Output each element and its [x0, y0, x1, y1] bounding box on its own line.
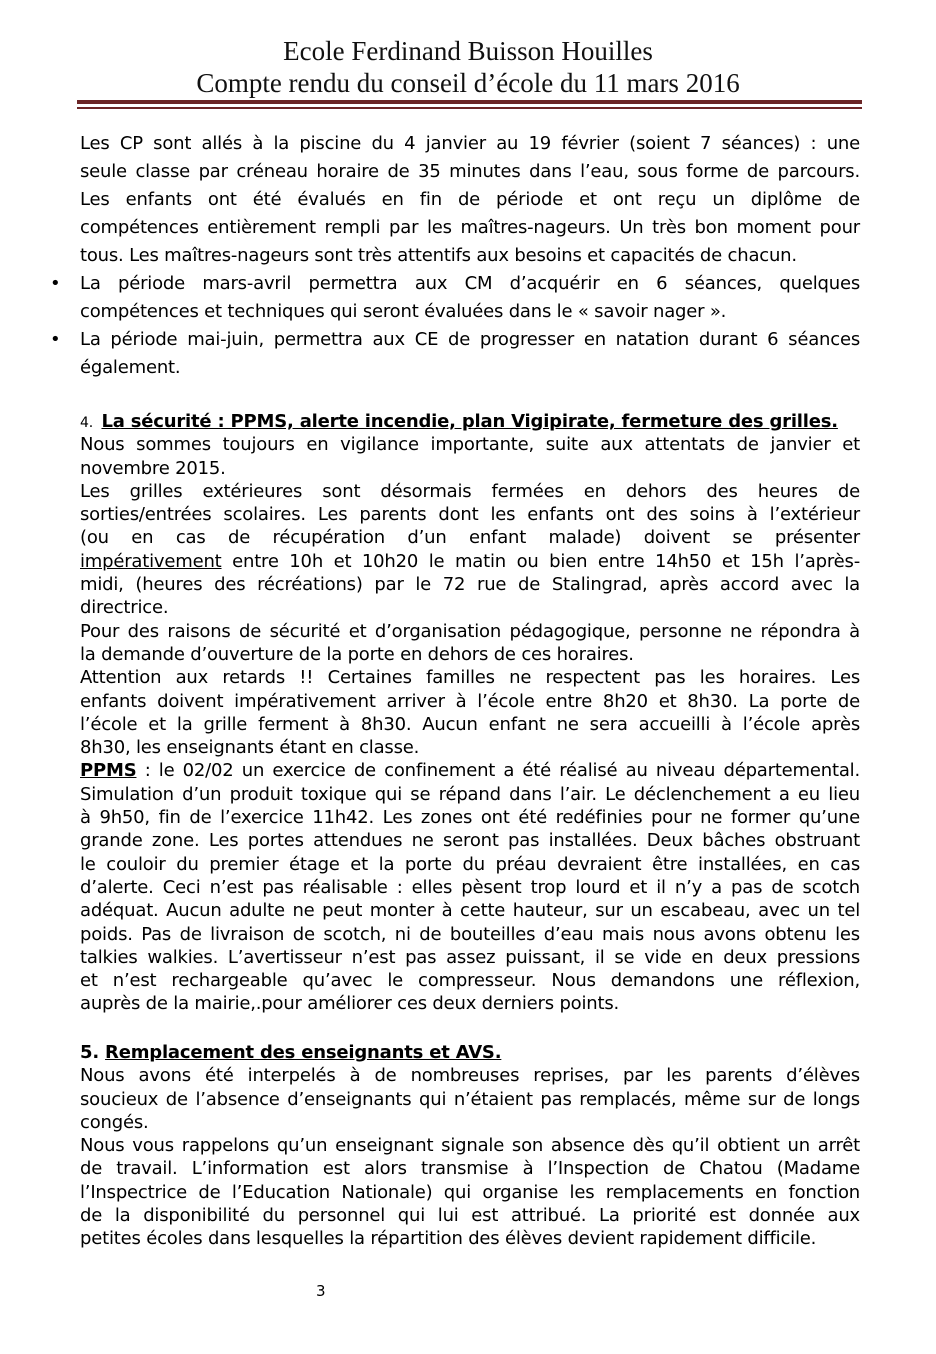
underlined-text: Remplacement des enseignants et AVS. [105, 1042, 502, 1063]
text-line: midi, (heures des récréations) par le 72 rue de Stalingrad, après accord avec la [80, 574, 860, 596]
bullet-icon: • [50, 329, 61, 350]
text-line: poids. Pas de livraison de scotch, ni de bouteilles d’eau mais nous avons obtenu les [80, 923, 860, 945]
text-span: la demande d’ouverture de la porte en dehors de ces horaires. [80, 643, 634, 665]
text-line: Les grilles extérieures sont désormais fermées en dehors des heures de [80, 480, 860, 502]
text-span: congés. [80, 1111, 149, 1133]
text-line: de travail. L’information est alors transmise à l’Inspection de Chatou (Madame [80, 1158, 860, 1180]
text-line [80, 550, 860, 573]
text-span: 5. [80, 1042, 106, 1063]
text-line: Nous sommes toujours en vigilance importante, suite aux attentats de janvier et [80, 434, 860, 456]
text-span: entre 10h et 10h20 le matin ou bien entre 14h50 et 15h l’après- [221, 550, 860, 572]
page-number: 3 [316, 1282, 326, 1300]
text-line: Attention aux retards !! Certaines familles ne respectent pas les horaires. Les [80, 667, 860, 689]
text-line: le couloir du premier étage et la porte du préau devraient être installées, en cas [80, 853, 860, 875]
text-line: Pour des raisons de sécurité et d’organisation pédagogique, personne ne répondra à [80, 620, 860, 642]
text-line: (ou en cas de récupération d’un enfant malade) doivent se présenter [80, 527, 860, 549]
text-line [80, 410, 860, 433]
text-span: tous. Les maîtres-nageurs sont très attentifs aux besoins et capacités de chacun. [80, 245, 797, 266]
text-line: Simulation d’un produit toxique qui se répand dans l’air. Le déclenchement a eu lieu [80, 783, 860, 805]
block-bullet-cm [50, 270, 860, 326]
text-line: et n’est rechargeable qu’avec le compresseur. Nous demandons une réflexion, [80, 970, 860, 992]
text-line [80, 759, 860, 782]
text-line: petites écoles dans lesquelles la répartition des élèves devient rapidement difficile. [80, 1228, 817, 1250]
text-span: 4. [80, 415, 102, 431]
text-line [80, 643, 860, 666]
text-line [80, 457, 860, 480]
block-intro [80, 130, 860, 270]
text-line [80, 298, 860, 326]
text-line: sorties/entrées scolaires. Les parents dont les enfants ont des soins à l’extérieur [80, 504, 860, 526]
underlined-text: impérativement [80, 550, 222, 572]
text-line: l’école et la grille ferment à 8h30. Aucun enfant ne sera accueilli à l’école après [80, 713, 860, 735]
text-line: La période mars-avril permettra aux CM d’acquérir en 6 séances, quelques [80, 273, 860, 294]
text-line: Les CP sont allés à la piscine du 4 janvier au 19 février (soient 7 séances) : une [80, 133, 860, 154]
text-line: enfants doivent impérativement arriver à l’école entre 8h20 et 8h30. La porte de [80, 690, 860, 712]
text-line [80, 736, 860, 759]
text-line: Nous vous rappelons qu’un enseignant signale son absence dès qu’il obtient un arrêt [80, 1135, 860, 1157]
text-line: adéquat. Aucun adulte ne peut monter à cette hauteur, sur un escabeau, avec un tel [80, 900, 860, 922]
text-line: Nous avons été interpelés à de nombreuses reprises, par les parents d’élèves [80, 1065, 860, 1087]
text-line: talkies walkies. L’avertisseur n’est pas assez puissant, il se vide en deux pressions [80, 946, 860, 968]
text-line: La période mai-juin, permettra aux CE de progresser en natation durant 6 séances [80, 329, 860, 350]
text-line [80, 596, 860, 619]
underlined-text: PPMS [80, 760, 137, 782]
text-span: également. [80, 357, 181, 378]
text-span: compétences et techniques qui seront évaluées dans le « savoir nager ». [80, 301, 727, 322]
block-section-5 [80, 1041, 860, 1251]
header-rule-thin [77, 107, 862, 109]
text-line: seule classe par créneau horaire de 35 minutes dans l’eau, sous forme de parcours. [80, 161, 860, 182]
document-title: Ecole Ferdinand Buisson Houilles [283, 36, 653, 66]
text-line: Les enfants ont été évalués en fin de période et ont reçu un diplôme de [80, 189, 860, 210]
text-line: grande zone. Les portes attendues ne seront pas installées. Deux bâches obstruant [80, 830, 860, 852]
text-span: : le 02/02 un exercice de confinement a été réalisé au niveau départemental. [136, 760, 860, 782]
text-line: soucieux de l’absence d’enseignants qui n’étaient pas remplacés, même sur de longs [80, 1088, 860, 1110]
text-line [80, 1041, 860, 1064]
text-line: de la disponibilité du personnel qui lui est attribué. La priorité est donnée aux [80, 1205, 860, 1227]
text-line [80, 242, 860, 270]
text-line: l’Inspectrice de l’Education Nationale) qui organise les remplacements en fonction [80, 1181, 860, 1203]
text-span: directrice. [80, 597, 169, 619]
text-line [80, 354, 860, 382]
text-line [80, 1111, 860, 1134]
text-span: 8h30, les enseignants étant en classe. [80, 737, 420, 759]
text-line: à 9h50, fin de l’exercice 11h42. Les zones ont été redéfinies pour ne former qu’une [80, 807, 860, 829]
underlined-text: La sécurité : PPMS, alerte incendie, plan Vigipirate, fermeture des grilles. [101, 411, 838, 432]
document-subtitle: Compte rendu du conseil d’école du 11 mars 2016 [196, 68, 740, 98]
text-span: novembre 2015. [80, 457, 226, 479]
block-section-4 [80, 410, 860, 1016]
text-span: auprès de la mairie,.pour améliorer ces deux derniers points. [80, 993, 620, 1015]
text-line: compétences entièrement rempli par les maîtres-nageurs. Un très bon moment pour [80, 217, 860, 238]
block-bullet-ce [50, 326, 860, 382]
header-rule-thick [77, 100, 862, 104]
bullet-icon: • [50, 273, 61, 294]
text-line: d’alerte. Ceci n’est pas réalisable : elles pèsent trop lourd et il n’y a pas de scotch [80, 876, 860, 898]
text-line [80, 992, 860, 1015]
